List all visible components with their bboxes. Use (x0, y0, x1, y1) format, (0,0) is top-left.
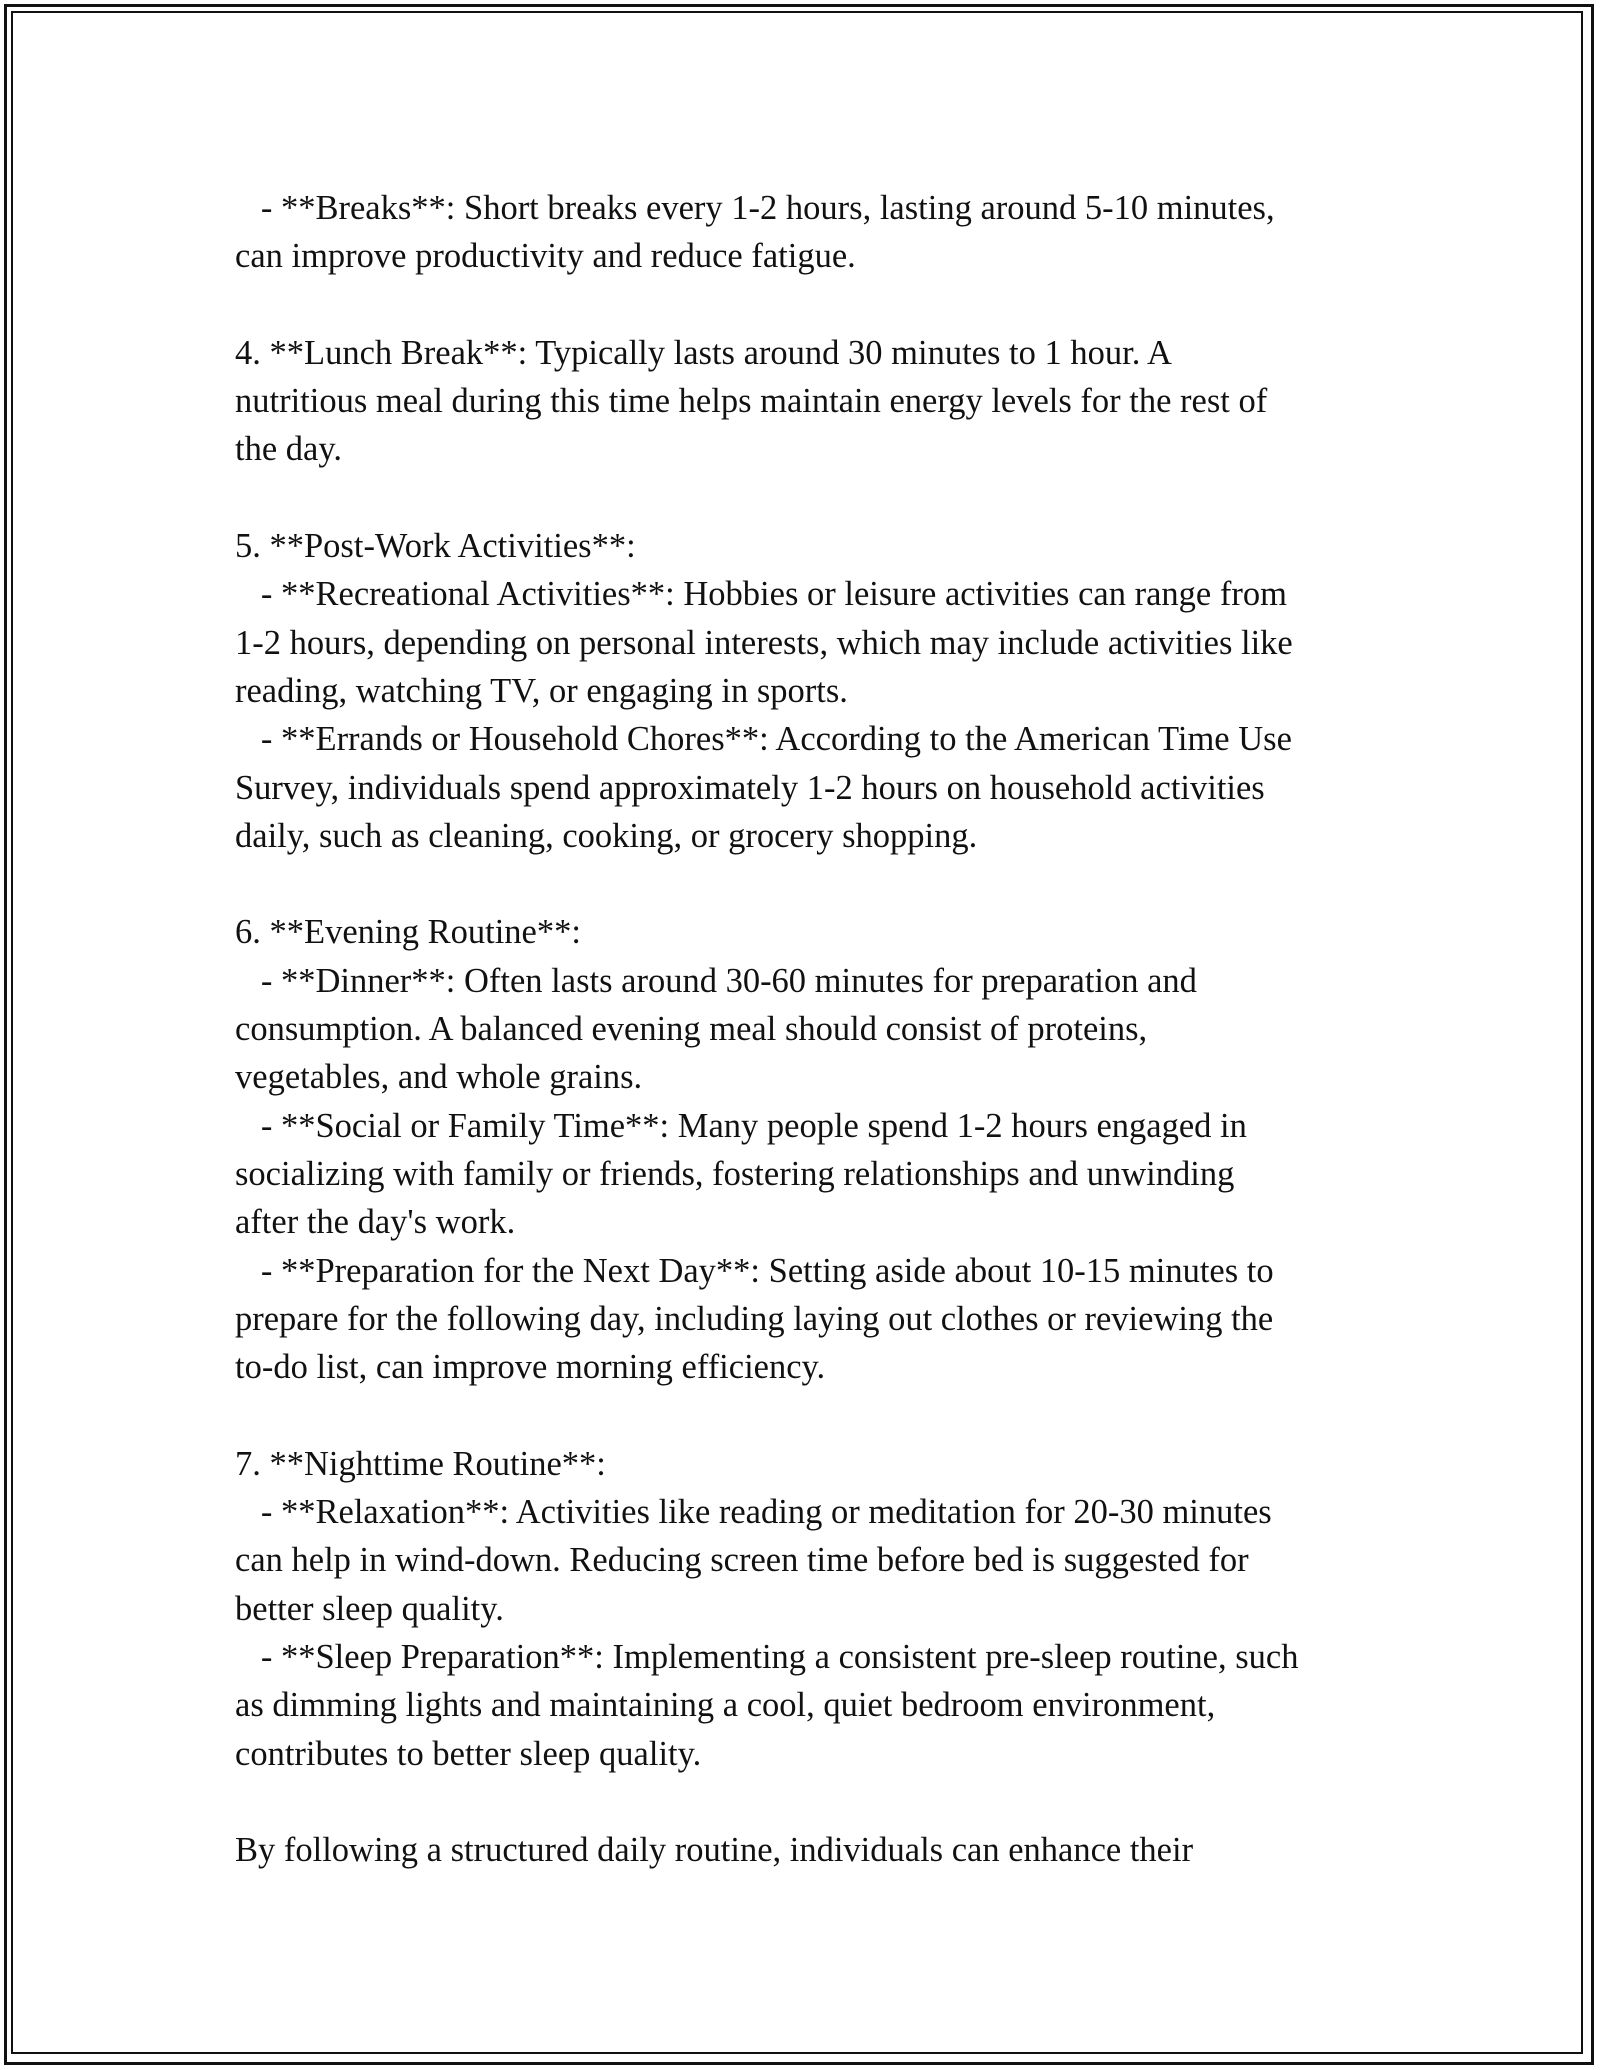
text-line: - **Recreational Activities**: Hobbies or leisure activities can range from (235, 575, 1287, 614)
text-line: prepare for the following day, including laying out clothes or reviewing the (235, 1299, 1274, 1338)
text-line: to-do list, can improve morning efficiency. (235, 1348, 826, 1387)
text-line: contributes to better sleep quality. (235, 1734, 702, 1773)
text-line: - **Relaxation**: Activities like reading or meditation for 20-30 minutes (235, 1493, 1272, 1532)
text-line: - **Breaks**: Short breaks every 1-2 hours, lasting around 5-10 minutes, (235, 189, 1275, 227)
text-line: Survey, individuals spend approximately 1-2 hours on household activities (235, 768, 1265, 807)
blank-line (235, 1391, 1395, 1439)
text-line: as dimming lights and maintaining a cool, quiet bedroom environment, (235, 1686, 1216, 1725)
text-line: socializing with family or friends, fostering relationships and unwinding (235, 1154, 1235, 1193)
text-line: after the day's work. (235, 1203, 516, 1242)
text-line: By following a structured daily routine, individuals can enhance their (235, 1831, 1194, 1870)
blank-line (235, 860, 1395, 908)
text-line: daily, such as cleaning, cooking, or grocery shopping. (235, 816, 978, 855)
text-line: 5. **Post-Work Activities**: (235, 527, 636, 566)
text-line: nutritious meal during this time helps maintain energy levels for the rest of (235, 382, 1268, 421)
text-line: can help in wind-down. Reducing screen time before bed is suggested for (235, 1541, 1249, 1580)
document-body (235, 184, 1395, 1874)
text-line: can improve productivity and reduce fatigue. (235, 237, 856, 276)
text-line: - **Dinner**: Often lasts around 30-60 minutes for preparation and (235, 961, 1197, 1000)
text-line: vegetables, and whole grains. (235, 1058, 643, 1097)
text-line: the day. (235, 430, 342, 469)
text-line: consumption. A balanced evening meal should consist of proteins, (235, 1010, 1148, 1049)
text-line: 6. **Evening Routine**: (235, 913, 581, 952)
text-line: 4. **Lunch Break**: Typically lasts around 30 minutes to 1 hour. A (235, 333, 1172, 372)
text-line: 7. **Nighttime Routine**: (235, 1444, 606, 1483)
blank-line (235, 281, 1395, 329)
blank-line (235, 1778, 1395, 1826)
blank-line (235, 474, 1395, 522)
text-line: - **Sleep Preparation**: Implementing a consistent pre-sleep routine, such (235, 1637, 1299, 1676)
text-line: reading, watching TV, or engaging in sports. (235, 671, 848, 710)
text-line: - **Social or Family Time**: Many people spend 1-2 hours engaged in (235, 1106, 1247, 1145)
text-line: - **Errands or Household Chores**: According to the American Time Use (235, 720, 1292, 759)
text-line: 1-2 hours, depending on personal interests, which may include activities like (235, 623, 1293, 662)
text-line: better sleep quality. (235, 1589, 504, 1628)
text-line: - **Preparation for the Next Day**: Setting aside about 10-15 minutes to (235, 1251, 1274, 1290)
